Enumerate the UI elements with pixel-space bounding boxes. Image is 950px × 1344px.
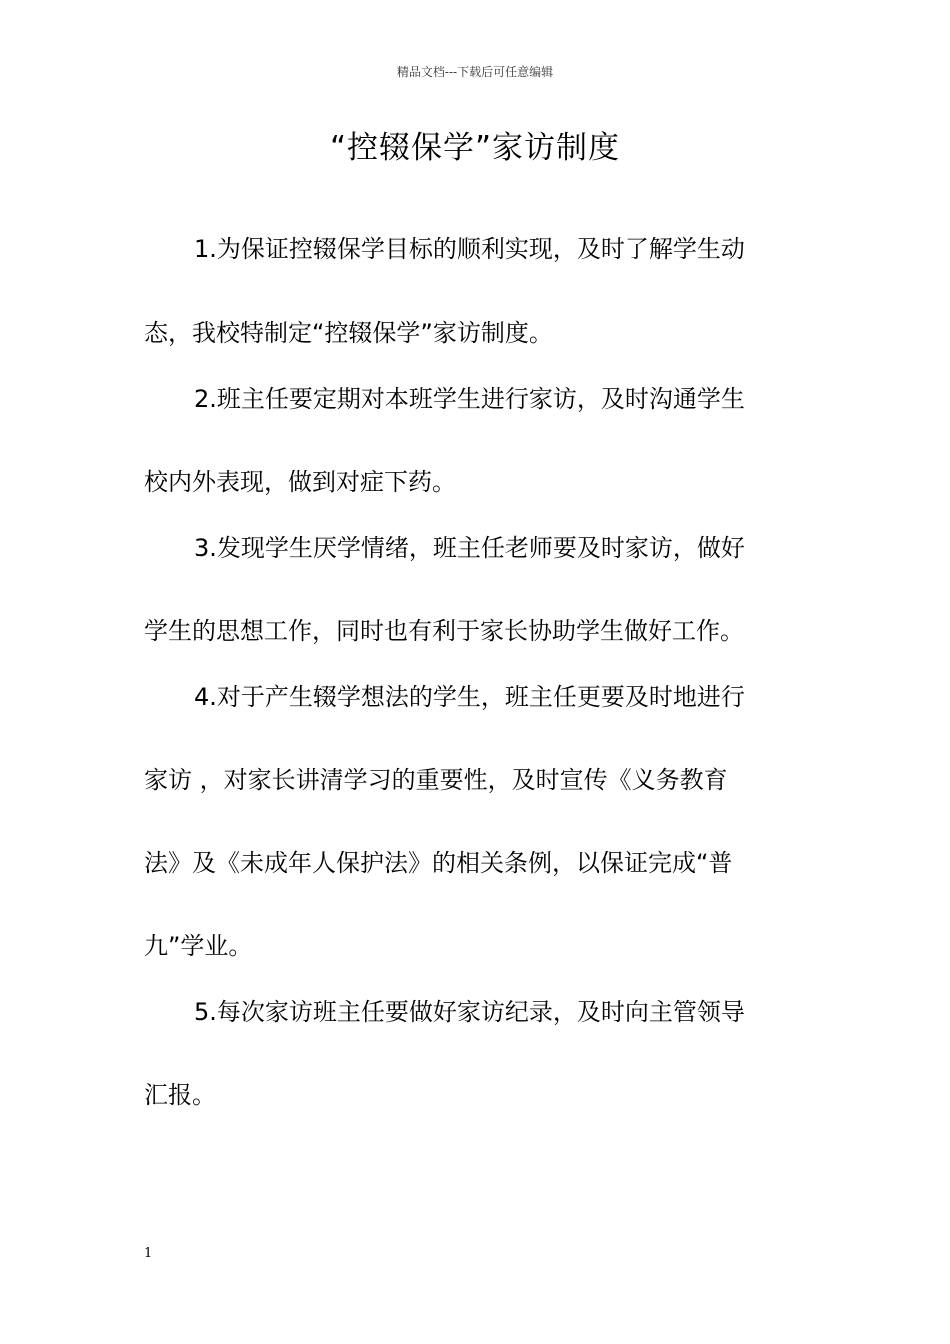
header-note: 精品文档---下载后可任意编辑: [396, 65, 554, 79]
paragraph-2-line-2: 校内外表现，做到对症下药。: [144, 468, 456, 496]
paragraph-4-line-4: 九”学业。: [144, 932, 253, 960]
paragraph-2-line-1: 2.班主任要定期对本班学生进行家访，及时沟通学生: [194, 385, 745, 413]
paragraph-4-line-1: 4.对于产生辍学想法的学生，班主任更要及时地进行: [194, 683, 745, 711]
paragraph-5-line-2: 汇报。: [144, 1081, 216, 1109]
paragraph-4-line-2: 家访 ，对家长讲清学习的重要性，及时宣传《义务教育: [144, 766, 728, 794]
document-title: “控辍保学”家访制度: [329, 130, 621, 166]
paragraph-4-line-3: 法》及《未成年人保护法》的相关条例，以保证完成“普: [144, 849, 733, 877]
page-number: 1: [144, 1246, 153, 1261]
paragraph-1-line-1: 1.为保证控辍保学目标的顺利实现，及时了解学生动: [194, 235, 745, 263]
paragraph-3-line-2: 学生的思想工作，同时也有利于家长协助学生做好工作。: [144, 617, 744, 645]
paragraph-5-line-1: 5.每次家访班主任要做好家访纪录，及时向主管领导: [194, 998, 745, 1026]
paragraph-3-line-1: 3.发现学生厌学情绪，班主任老师要及时家访，做好: [194, 534, 745, 562]
paragraph-1-line-2: 态，我校特制定“控辍保学”家访制度。: [144, 319, 553, 347]
